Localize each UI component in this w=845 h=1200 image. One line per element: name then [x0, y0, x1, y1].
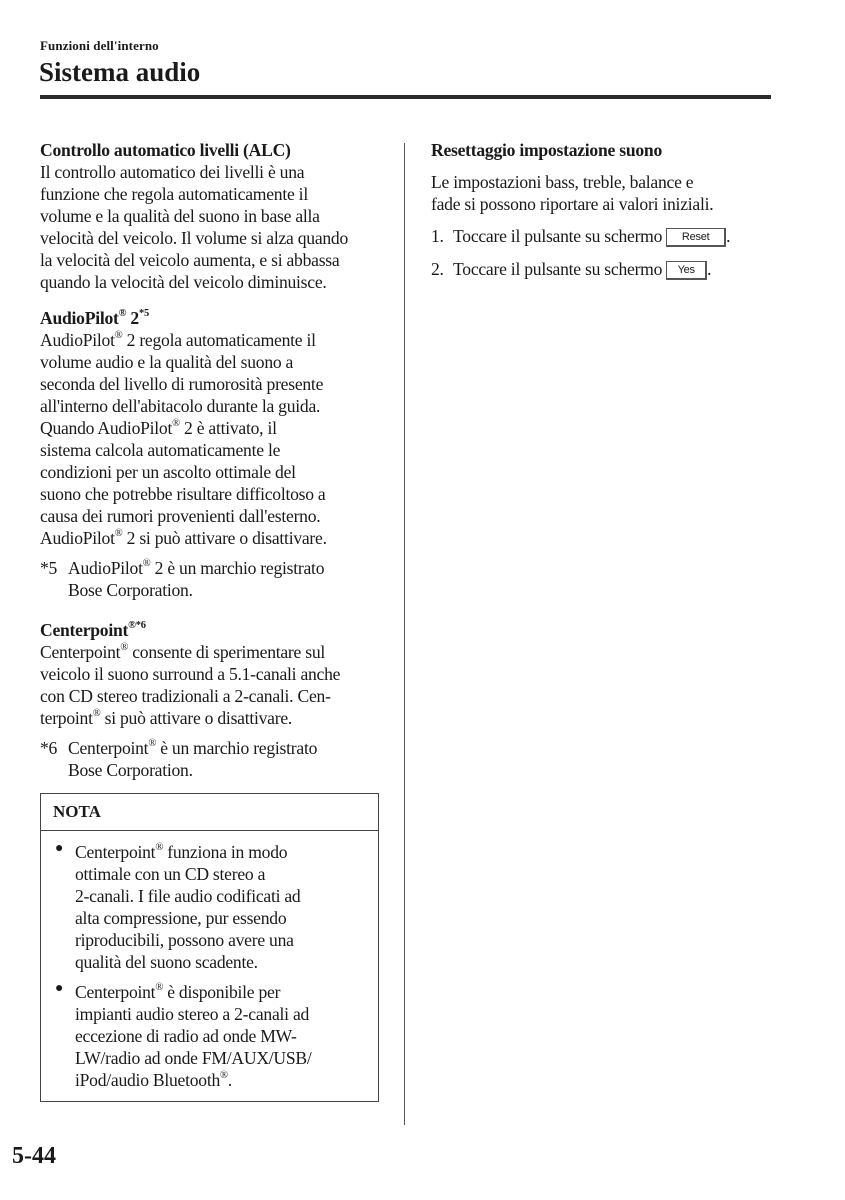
alc-line: volume e la qualità del suono in base alla — [40, 206, 320, 226]
centerpoint-line: terpoint® si può attivare o disattivare. — [40, 708, 293, 728]
section-label: Funzioni dell'interno — [40, 38, 159, 53]
step-text: Toccare il pulsante su schermo Reset . — [453, 226, 731, 246]
reset-intro-line: Le impostazioni bass, treble, balance e — [431, 172, 694, 192]
reset-button[interactable]: Reset — [666, 228, 726, 247]
reset-step — [431, 258, 776, 280]
centerpoint-heading: Centerpoint$^{®*6}$ — [40, 620, 146, 640]
footnote-line: Bose Corporation. — [68, 580, 193, 600]
audiopilot-line: sistema calcola automaticamente le — [40, 440, 281, 460]
audiopilot-line: causa dei rumori provenienti dall'esterno. — [40, 506, 321, 526]
step-number: 2. — [431, 259, 444, 279]
reset-intro-line: fade si possono riportare ai valori iniziali. — [431, 194, 714, 214]
step-text: Toccare il pulsante su schermo Yes . — [453, 259, 712, 279]
right-column — [431, 139, 776, 280]
centerpoint-line: con CD stereo tradizionali a 2-canali. Cen- — [40, 686, 331, 706]
centerpoint-footnote — [40, 737, 385, 781]
bullet-icon: ● — [55, 981, 64, 996]
nota-line: impianti audio stereo a 2-canali ad — [75, 1004, 310, 1024]
nota-box — [40, 793, 379, 1102]
alc-heading: Controllo automatico livelli (ALC) — [40, 140, 291, 160]
audiopilot-line: all'interno dell'abitacolo durante la guida. — [40, 396, 321, 416]
audiopilot-line: AudioPilot® 2 si può attivare o disattivare. — [40, 528, 327, 548]
left-column — [40, 139, 385, 1102]
audiopilot-heading: AudioPilot® 2$^{*5}$ — [40, 308, 149, 328]
alc-line: velocità del veicolo. Il volume si alza quando — [40, 228, 349, 248]
centerpoint-line: veicolo il suono surround a 5.1-canali anche — [40, 664, 341, 684]
nota-line: alta compressione, pur essendo — [75, 908, 287, 928]
nota-line: riproducibili, possono avere una — [75, 930, 294, 950]
reset-heading: Resettaggio impostazione suono — [431, 140, 662, 160]
audiopilot-line: suono che potrebbe risultare difficoltoso a — [40, 484, 326, 504]
alc-line: funzione che regola automaticamente il — [40, 184, 308, 204]
audiopilot-line: AudioPilot® 2 regola automaticamente il — [40, 330, 316, 350]
nota-bullet-item — [53, 841, 368, 973]
audiopilot-footnote — [40, 557, 385, 601]
page-number: 5-44 — [12, 1143, 56, 1169]
footnote-line: Bose Corporation. — [68, 760, 193, 780]
audiopilot-line: Quando AudioPilot® 2 è attivato, il — [40, 418, 277, 438]
nota-line: eccezione di radio ad onde MW- — [75, 1026, 297, 1046]
column-divider — [404, 143, 405, 1125]
audiopilot-line: seconda del livello di rumorosità presente — [40, 374, 324, 394]
title-rule — [40, 95, 771, 99]
alc-line: la velocità del veicolo aumenta, e si abbassa — [40, 250, 340, 270]
footnote-line: AudioPilot® 2 è un marchio registrato — [68, 558, 325, 578]
audiopilot-line: condizioni per un ascolto ottimale del — [40, 462, 296, 482]
nota-line: 2-canali. I file audio codificati ad — [75, 886, 301, 906]
alc-line: Il controllo automatico dei livelli è una — [40, 162, 305, 182]
nota-heading: NOTA — [41, 794, 378, 831]
alc-line: quando la velocità del veicolo diminuisce. — [40, 272, 327, 292]
nota-line: ottimale con un CD stereo a — [75, 864, 266, 884]
centerpoint-line: Centerpoint® consente di sperimentare sul — [40, 642, 326, 662]
yes-button[interactable]: Yes — [666, 261, 707, 280]
nota-line: LW/radio ad onde FM/AUX/USB/ — [75, 1048, 312, 1068]
nota-line: iPod/audio Bluetooth®. — [75, 1070, 232, 1090]
bullet-icon: ● — [55, 841, 64, 856]
page-title: Sistema audio — [39, 57, 201, 87]
nota-line: Centerpoint® è disponibile per — [75, 982, 281, 1002]
footnote-mark: *5 — [40, 558, 58, 578]
audiopilot-line: volume audio e la qualità del suono a — [40, 352, 294, 372]
nota-bullet-item — [53, 981, 368, 1091]
step-number: 1. — [431, 226, 444, 246]
nota-line: Centerpoint® funziona in modo — [75, 842, 288, 862]
nota-body — [41, 831, 378, 1101]
reset-step — [431, 225, 776, 247]
footnote-mark: *6 — [40, 738, 58, 758]
footnote-line: Centerpoint® è un marchio registrato — [68, 738, 318, 758]
nota-line: qualità del suono scadente. — [75, 952, 258, 972]
